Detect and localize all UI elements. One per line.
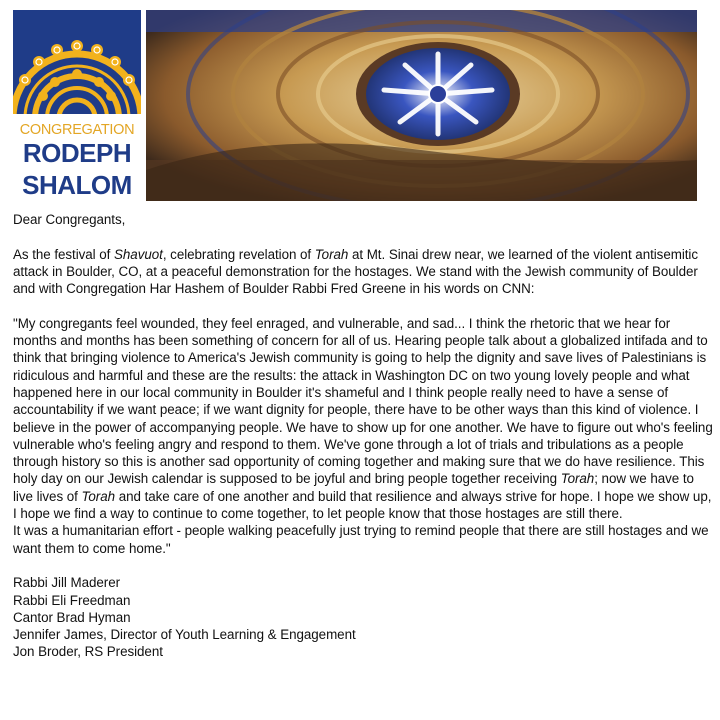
signature-line: Rabbi Eli Freedman bbox=[13, 592, 131, 608]
dome-ceiling-image bbox=[146, 10, 697, 201]
signature-block bbox=[13, 574, 713, 660]
signature-line: Cantor Brad Hyman bbox=[13, 609, 131, 625]
greeting: Dear Congregants, bbox=[13, 212, 126, 227]
signature-line: Jon Broder, RS President bbox=[13, 644, 163, 660]
signature-line: Jennifer James, Director of Youth Learning & Engagement bbox=[13, 627, 356, 643]
letter-header bbox=[0, 0, 720, 205]
congregation-logo bbox=[13, 10, 141, 201]
quote-line-3: It was a humanitarian effort - people walking peacefully just trying to remind people that there are still hostages and we want them to come home." bbox=[13, 523, 709, 556]
quote-line-2: I hope we find a way to continue to come together, to let people know that those hostages are still there. bbox=[13, 506, 623, 522]
logo-text-rodeph: RODEPH bbox=[22, 138, 132, 168]
logo-text-congregation: CONGREGATION bbox=[19, 122, 135, 138]
sunburst-logo-icon bbox=[13, 10, 141, 122]
quote-paragraph: "My congregants feel wounded, they feel enraged, and vulnerable, and sad... I think the rhetoric that we hear for months and months has been something of concern for all of us. Hearing people talk about a globalized intifada and to think that bringing violence to America's Jewish community is going to help the dignity and save lives of Palestinians is ridiculous and harmful and these are the results: the attack in Washington DC on two young lovely people and what happened here in our local community in Boulder it's shameful and I think people really need to have a sense of accountability if we want peace; if we want dignity for people, there have to be other ways than this kind of violence. I believe in the power of accompanying people. We have to show up for one another. We have to figure out who's feeling vulnerable who's feeling angry and respond to them. We've gone through a lot of trials and tribulations as a people through history so this is another sad opportunity of coming together and making sure that we do have resilience. This holy day on our Jewish calendar is supposed to be joyful and bring people together receiving Torah; now we have to live lives of Torah and take care of one another and build that resilience and always strive for hope. I hope we show up, bbox=[13, 315, 713, 504]
logo-text-shalom: SHALOM bbox=[22, 170, 132, 200]
intro-paragraph: As the festival of Shavuot, celebrating revelation of Torah at Mt. Sinai drew near, we learned of the violent antisemitic attack in Boulder, CO, at a peaceful demonstration for the hostages. We stand with the Jewish community of Boulder and with Congregation Har Hashem of Boulder Rabbi Fred Greene in his words on CNN: bbox=[13, 246, 698, 297]
letter-body bbox=[13, 211, 713, 661]
signature-line: Rabbi Jill Maderer bbox=[13, 575, 121, 591]
